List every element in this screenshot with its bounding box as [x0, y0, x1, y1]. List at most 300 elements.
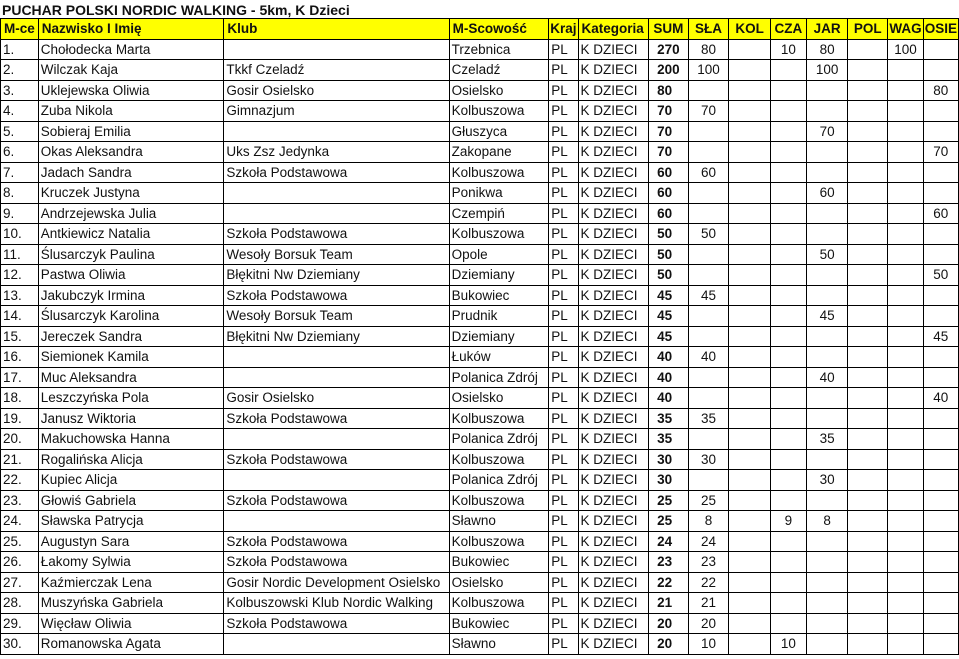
table-cell: Czeladź	[449, 60, 549, 81]
table-row	[1, 224, 959, 245]
table-cell: PL	[549, 183, 578, 204]
column-header: KOL	[729, 19, 770, 40]
table-cell	[848, 449, 888, 470]
table-cell: Jadach Sandra	[38, 162, 224, 183]
table-cell: K DZIECI	[578, 511, 649, 532]
table-cell	[888, 183, 923, 204]
table-cell: 23	[688, 552, 729, 573]
table-cell: 23	[649, 552, 688, 573]
table-cell: Okas Aleksandra	[38, 142, 224, 163]
table-cell	[729, 244, 770, 265]
table-cell	[848, 244, 888, 265]
table-cell: Gosir Osielsko	[224, 388, 449, 409]
table-cell: 23.	[1, 490, 39, 511]
table-cell	[888, 142, 923, 163]
table-cell: 25.	[1, 531, 39, 552]
table-cell	[848, 613, 888, 634]
table-cell	[807, 593, 848, 614]
table-cell: Kolbuszowa	[449, 531, 549, 552]
table-cell: K DZIECI	[578, 347, 649, 368]
table-cell	[888, 470, 923, 491]
table-cell: Kupiec Alicja	[38, 470, 224, 491]
table-cell: 60	[649, 183, 688, 204]
table-cell: PL	[549, 408, 578, 429]
table-cell: 21	[649, 593, 688, 614]
table-cell	[688, 326, 729, 347]
table-cell	[888, 121, 923, 142]
table-cell: PL	[549, 347, 578, 368]
table-cell: PL	[549, 244, 578, 265]
table-cell: 20	[688, 613, 729, 634]
table-cell: 8	[807, 511, 848, 532]
table-cell	[688, 388, 729, 409]
table-cell	[770, 470, 806, 491]
table-cell: Wesoły Borsuk Team	[224, 244, 449, 265]
table-cell	[770, 224, 806, 245]
table-cell	[923, 511, 958, 532]
table-cell: Dziemiany	[449, 265, 549, 286]
table-cell: PL	[549, 121, 578, 142]
table-cell: PL	[549, 593, 578, 614]
table-cell: K DZIECI	[578, 244, 649, 265]
table-cell	[888, 613, 923, 634]
table-cell: K DZIECI	[578, 183, 649, 204]
table-row	[1, 613, 959, 634]
table-cell: 9	[770, 511, 806, 532]
table-cell: PL	[549, 285, 578, 306]
table-row	[1, 80, 959, 101]
table-row	[1, 101, 959, 122]
table-cell: K DZIECI	[578, 224, 649, 245]
table-cell: 40	[649, 347, 688, 368]
table-cell	[770, 162, 806, 183]
table-cell	[224, 634, 449, 655]
table-cell: K DZIECI	[578, 593, 649, 614]
table-cell	[888, 203, 923, 224]
table-cell	[848, 60, 888, 81]
table-cell	[923, 183, 958, 204]
table-cell: K DZIECI	[578, 265, 649, 286]
table-cell: Kolbuszowa	[449, 101, 549, 122]
table-cell: PL	[549, 511, 578, 532]
table-cell: Ślusarczyk Karolina	[38, 306, 224, 327]
table-cell: K DZIECI	[578, 80, 649, 101]
table-cell	[729, 634, 770, 655]
table-cell	[923, 60, 958, 81]
table-cell	[848, 203, 888, 224]
table-cell	[807, 265, 848, 286]
table-row	[1, 408, 959, 429]
table-cell	[807, 388, 848, 409]
table-cell	[688, 142, 729, 163]
table-cell: K DZIECI	[578, 388, 649, 409]
table-cell	[848, 285, 888, 306]
table-cell: Kolbuszowa	[449, 162, 549, 183]
table-cell: Augustyn Sara	[38, 531, 224, 552]
table-row	[1, 449, 959, 470]
table-cell: PL	[549, 470, 578, 491]
table-cell: Wilczak Kaja	[38, 60, 224, 81]
table-cell: Kaźmierczak Lena	[38, 572, 224, 593]
column-header: WAG	[888, 19, 923, 40]
table-cell: PL	[549, 367, 578, 388]
table-cell	[848, 142, 888, 163]
table-cell	[729, 449, 770, 470]
column-header: Kraj	[549, 19, 578, 40]
table-cell	[923, 531, 958, 552]
table-cell: 16.	[1, 347, 39, 368]
table-cell: Szkoła Podstawowa	[224, 408, 449, 429]
table-body	[1, 39, 959, 654]
table-cell	[729, 367, 770, 388]
table-cell: 50	[923, 265, 958, 286]
table-cell: 100	[807, 60, 848, 81]
table-row	[1, 634, 959, 655]
table-cell: 35	[649, 429, 688, 450]
table-cell	[729, 347, 770, 368]
table-cell: 50	[649, 265, 688, 286]
table-cell: K DZIECI	[578, 552, 649, 573]
table-cell: Błękitni Nw Dziemiany	[224, 265, 449, 286]
table-cell	[848, 531, 888, 552]
table-cell	[729, 470, 770, 491]
table-cell	[729, 593, 770, 614]
table-cell: 60	[649, 203, 688, 224]
table-cell	[729, 60, 770, 81]
table-cell: 10	[688, 634, 729, 655]
table-cell	[688, 121, 729, 142]
table-cell	[224, 203, 449, 224]
table-row	[1, 265, 959, 286]
table-cell: Kolbuszowa	[449, 224, 549, 245]
table-cell: Szkoła Podstawowa	[224, 449, 449, 470]
table-cell	[729, 142, 770, 163]
column-header: OSIE	[923, 19, 958, 40]
table-cell	[923, 593, 958, 614]
table-cell: 100	[688, 60, 729, 81]
table-cell	[688, 429, 729, 450]
table-cell: 6.	[1, 142, 39, 163]
table-cell	[770, 613, 806, 634]
table-cell	[923, 306, 958, 327]
table-cell: 40	[807, 367, 848, 388]
table-cell: 8.	[1, 183, 39, 204]
table-cell	[848, 429, 888, 450]
table-cell: Prudnik	[449, 306, 549, 327]
table-cell: 21	[688, 593, 729, 614]
table-cell: Szkoła Podstawowa	[224, 613, 449, 634]
table-cell	[807, 490, 848, 511]
table-cell: Dziemiany	[449, 326, 549, 347]
table-cell	[770, 203, 806, 224]
table-cell: K DZIECI	[578, 306, 649, 327]
table-cell	[770, 572, 806, 593]
table-cell: Rogalińska Alicja	[38, 449, 224, 470]
table-cell: PL	[549, 531, 578, 552]
table-cell: Kolbuszowa	[449, 449, 549, 470]
table-cell	[729, 572, 770, 593]
table-cell	[770, 285, 806, 306]
table-cell	[729, 80, 770, 101]
table-cell	[729, 613, 770, 634]
table-cell: Osielsko	[449, 80, 549, 101]
table-cell	[888, 408, 923, 429]
table-row	[1, 572, 959, 593]
table-cell: Trzebnica	[449, 39, 549, 60]
table-cell	[770, 80, 806, 101]
table-cell: 45	[649, 326, 688, 347]
table-cell	[729, 490, 770, 511]
table-cell: K DZIECI	[578, 490, 649, 511]
table-cell: 60	[649, 162, 688, 183]
table-cell: PL	[549, 142, 578, 163]
table-cell: K DZIECI	[578, 39, 649, 60]
table-cell: K DZIECI	[578, 613, 649, 634]
table-cell: 50	[807, 244, 848, 265]
table-cell: Romanowska Agata	[38, 634, 224, 655]
table-cell: Tkkf Czeladź	[224, 60, 449, 81]
table-cell	[923, 244, 958, 265]
table-cell: 1.	[1, 39, 39, 60]
table-cell	[923, 613, 958, 634]
table-cell: 25	[649, 511, 688, 532]
table-row	[1, 60, 959, 81]
table-cell: 20	[649, 613, 688, 634]
table-cell: 24	[688, 531, 729, 552]
table-row	[1, 326, 959, 347]
column-header: M-ce	[1, 19, 39, 40]
table-cell	[848, 326, 888, 347]
table-row	[1, 142, 959, 163]
table-cell: Bukowiec	[449, 613, 549, 634]
table-cell: PL	[549, 101, 578, 122]
table-cell: 14.	[1, 306, 39, 327]
table-cell	[224, 470, 449, 491]
table-cell	[807, 634, 848, 655]
table-cell: 17.	[1, 367, 39, 388]
table-cell: Szkoła Podstawowa	[224, 552, 449, 573]
table-cell: 70	[688, 101, 729, 122]
table-cell	[923, 101, 958, 122]
table-cell: Szkoła Podstawowa	[224, 224, 449, 245]
column-header: M-Scowość	[449, 19, 549, 40]
table-cell: 60	[688, 162, 729, 183]
table-row	[1, 531, 959, 552]
table-cell	[848, 162, 888, 183]
table-cell	[888, 285, 923, 306]
column-header: SŁA	[688, 19, 729, 40]
table-cell	[923, 39, 958, 60]
table-cell: 35	[807, 429, 848, 450]
table-cell: 30.	[1, 634, 39, 655]
table-cell	[848, 470, 888, 491]
table-cell: 70	[649, 121, 688, 142]
table-cell: 7.	[1, 162, 39, 183]
table-cell: PL	[549, 449, 578, 470]
table-cell	[688, 306, 729, 327]
table-cell: 35	[688, 408, 729, 429]
table-cell	[888, 244, 923, 265]
table-row	[1, 244, 959, 265]
table-cell	[729, 531, 770, 552]
table-cell	[848, 121, 888, 142]
column-header: Kategoria	[578, 19, 649, 40]
table-cell: 27.	[1, 572, 39, 593]
table-cell: K DZIECI	[578, 572, 649, 593]
table-row	[1, 470, 959, 491]
table-cell: Ponikwa	[449, 183, 549, 204]
table-cell	[888, 326, 923, 347]
table-cell: 26.	[1, 552, 39, 573]
table-cell: 80	[688, 39, 729, 60]
table-cell: 20	[649, 634, 688, 655]
table-cell: 45	[807, 306, 848, 327]
table-cell: Gosir Nordic Development Osielsko	[224, 572, 449, 593]
table-cell: PL	[549, 552, 578, 573]
table-cell: K DZIECI	[578, 449, 649, 470]
table-cell: 50	[649, 224, 688, 245]
table-cell: Więcław Oliwia	[38, 613, 224, 634]
table-cell	[888, 511, 923, 532]
table-cell: 70	[649, 142, 688, 163]
table-cell: 40	[923, 388, 958, 409]
table-cell: 35	[649, 408, 688, 429]
table-cell: Łuków	[449, 347, 549, 368]
table-cell: Błękitni Nw Dziemiany	[224, 326, 449, 347]
table-cell	[770, 326, 806, 347]
table-cell: Uklejewska Oliwia	[38, 80, 224, 101]
table-cell	[770, 593, 806, 614]
table-cell: Siemionek Kamila	[38, 347, 224, 368]
table-cell	[729, 39, 770, 60]
table-cell: Sobieraj Emilia	[38, 121, 224, 142]
table-cell: Polanica Zdrój	[449, 429, 549, 450]
table-cell: Muc Aleksandra	[38, 367, 224, 388]
table-cell: Kolbuszowski Klub Nordic Walking	[224, 593, 449, 614]
table-cell: Leszczyńska Pola	[38, 388, 224, 409]
table-cell	[848, 572, 888, 593]
table-cell	[923, 449, 958, 470]
table-cell: 80	[807, 39, 848, 60]
table-cell: 21.	[1, 449, 39, 470]
table-cell	[807, 285, 848, 306]
table-cell: Andrzejewska Julia	[38, 203, 224, 224]
table-cell	[807, 101, 848, 122]
table-cell: PL	[549, 572, 578, 593]
table-cell: 40	[688, 347, 729, 368]
table-cell	[770, 367, 806, 388]
table-cell: K DZIECI	[578, 408, 649, 429]
table-cell	[848, 80, 888, 101]
table-cell: 24.	[1, 511, 39, 532]
table-cell	[729, 203, 770, 224]
table-cell: 270	[649, 39, 688, 60]
table-cell	[848, 39, 888, 60]
table-cell	[848, 347, 888, 368]
table-cell	[807, 449, 848, 470]
table-cell: Uks Zsz Jedynka	[224, 142, 449, 163]
table-cell	[888, 367, 923, 388]
table-cell	[848, 306, 888, 327]
table-cell	[848, 265, 888, 286]
table-cell	[729, 408, 770, 429]
table-cell: 70	[923, 142, 958, 163]
table-cell	[807, 347, 848, 368]
table-cell	[888, 80, 923, 101]
table-cell	[224, 121, 449, 142]
table-cell	[729, 162, 770, 183]
table-cell	[807, 613, 848, 634]
table-cell	[888, 101, 923, 122]
table-cell	[770, 101, 806, 122]
table-cell	[770, 142, 806, 163]
table-cell	[729, 429, 770, 450]
table-cell	[848, 408, 888, 429]
table-cell: Kolbuszowa	[449, 593, 549, 614]
table-cell	[888, 347, 923, 368]
table-cell: 60	[923, 203, 958, 224]
table-cell	[688, 203, 729, 224]
table-cell: 70	[649, 101, 688, 122]
table-cell: K DZIECI	[578, 326, 649, 347]
table-cell	[888, 388, 923, 409]
table-cell: 70	[807, 121, 848, 142]
table-cell	[807, 162, 848, 183]
table-row	[1, 367, 959, 388]
table-cell: Muszyńska Gabriela	[38, 593, 224, 614]
table-cell	[224, 367, 449, 388]
table-cell: PL	[549, 613, 578, 634]
table-row	[1, 552, 959, 573]
table-cell	[807, 203, 848, 224]
table-row	[1, 347, 959, 368]
table-cell: Szkoła Podstawowa	[224, 531, 449, 552]
table-cell	[888, 572, 923, 593]
table-cell: Głowiś Gabriela	[38, 490, 224, 511]
table-cell: Sławska Patrycja	[38, 511, 224, 532]
table-cell: 25	[649, 490, 688, 511]
table-cell	[888, 306, 923, 327]
table-cell	[888, 490, 923, 511]
table-cell	[688, 244, 729, 265]
table-cell	[688, 183, 729, 204]
table-cell	[770, 265, 806, 286]
table-cell: Janusz Wiktoria	[38, 408, 224, 429]
results-table	[0, 18, 959, 655]
table-cell: 45	[649, 285, 688, 306]
table-cell: Osielsko	[449, 572, 549, 593]
table-cell	[923, 347, 958, 368]
table-cell	[923, 162, 958, 183]
table-cell: 40	[649, 388, 688, 409]
table-cell: 10	[770, 634, 806, 655]
table-cell	[848, 367, 888, 388]
table-cell	[807, 408, 848, 429]
table-cell	[770, 531, 806, 552]
table-row	[1, 593, 959, 614]
table-cell: Wesoły Borsuk Team	[224, 306, 449, 327]
table-cell: Szkoła Podstawowa	[224, 162, 449, 183]
table-cell	[729, 326, 770, 347]
table-cell	[807, 224, 848, 245]
table-cell: PL	[549, 203, 578, 224]
table-cell	[923, 367, 958, 388]
table-cell	[888, 449, 923, 470]
table-cell: 12.	[1, 265, 39, 286]
table-cell: 30	[649, 470, 688, 491]
table-cell	[848, 593, 888, 614]
table-cell	[729, 121, 770, 142]
